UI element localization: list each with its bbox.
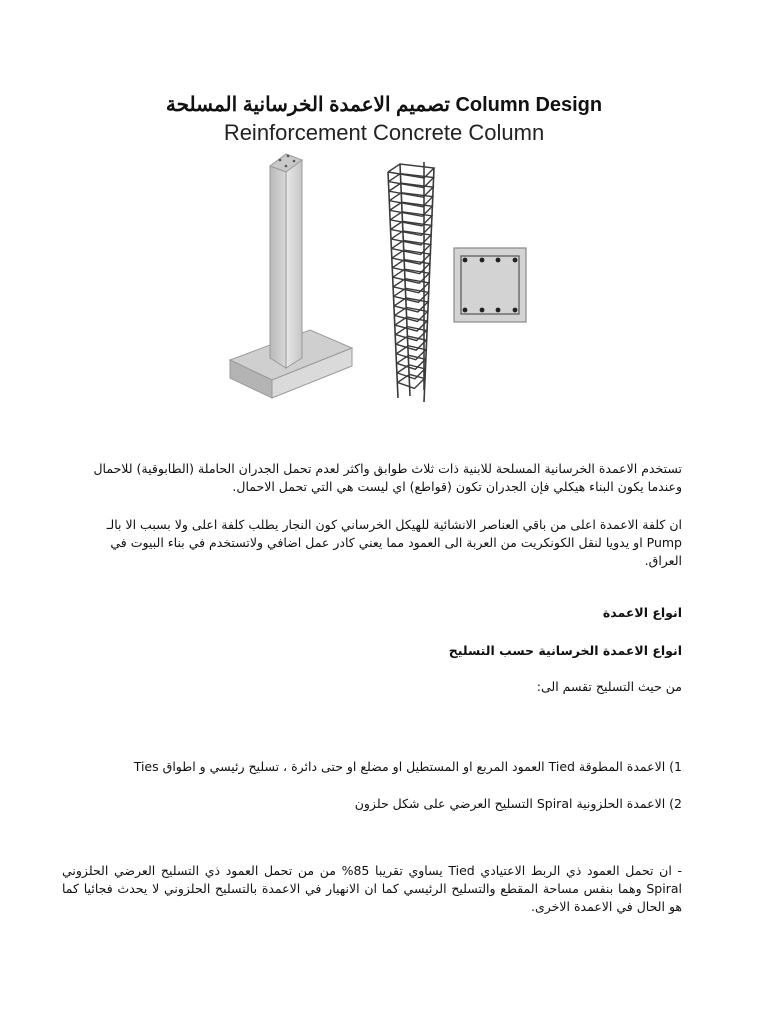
document-subtitle: Reinforcement Concrete Column: [223, 120, 545, 145]
intro-paragraph: تستخدم الاعمدة الخرسانية المسلحة للابنية ذات ثلاث طوابق واكثر لعدم تحمل الجدران الحاملة (الطابوقية) للاحمال وعندما يكون البناء هيكلي فإن الجدران تكون (قواطع) اي ليست هي التي تحمل الاحمال.: [93, 461, 682, 494]
reinforcement-cage: [388, 162, 434, 402]
section-heading-column-types: انواع الاعمدة: [602, 605, 682, 620]
column-cross-section: [454, 248, 526, 322]
cost-paragraph: ان كلفة الاعمدة اعلى من باقي العناصر الانشائية للهيكل الخرساني كون النجار يطلب كلفة اعلى ولا بسبب الا بالـ Pump او يدويا لنقل الكونكريت من العربة الى العمود مما يعني كادر عمل اضافي ولاتستخدم في بناء البيوت في العراق.: [106, 517, 682, 568]
section-heading-by-reinforcement: انواع الاعمدة الخرسانية حسب التسليح: [448, 643, 682, 658]
capacity-comparison-paragraph: - ان تحمل العمود ذي الربط الاعتيادي Tied يساوي تقريبا 85% من من تحمل العمود ذي التسليح العرضي الحلزوني Spiral وهما بنفس مساحة المقطع والتسليح الرئيسي كما ان الانهيار في الاعمدة بالتسليح الحلزوني لا يحدث فجائيا كما هو الحال في الاعمدة الاخرى.: [62, 863, 682, 914]
list-item-tied-columns: 1) الاعمدة المطوقة Tied العمود المربع او المستطيل او مضلع او حتى دائرة ، تسليح رئيسي و اطواق Ties: [133, 759, 682, 774]
rebar-tie: [398, 374, 425, 388]
classification-intro: من حيث التسليح تقسم الى:: [536, 679, 682, 694]
column-illustration: [228, 148, 558, 428]
list-item-spiral-columns: 2) الاعمدة الحلزونية Spiral التسليح العرضي على شكل حلزون: [354, 796, 682, 811]
document-title: تصميم الاعمدة الخرسانية المسلحة Column Design: [165, 94, 603, 116]
rebar-tie: [396, 336, 426, 350]
concrete-column-on-footing: [230, 154, 352, 398]
